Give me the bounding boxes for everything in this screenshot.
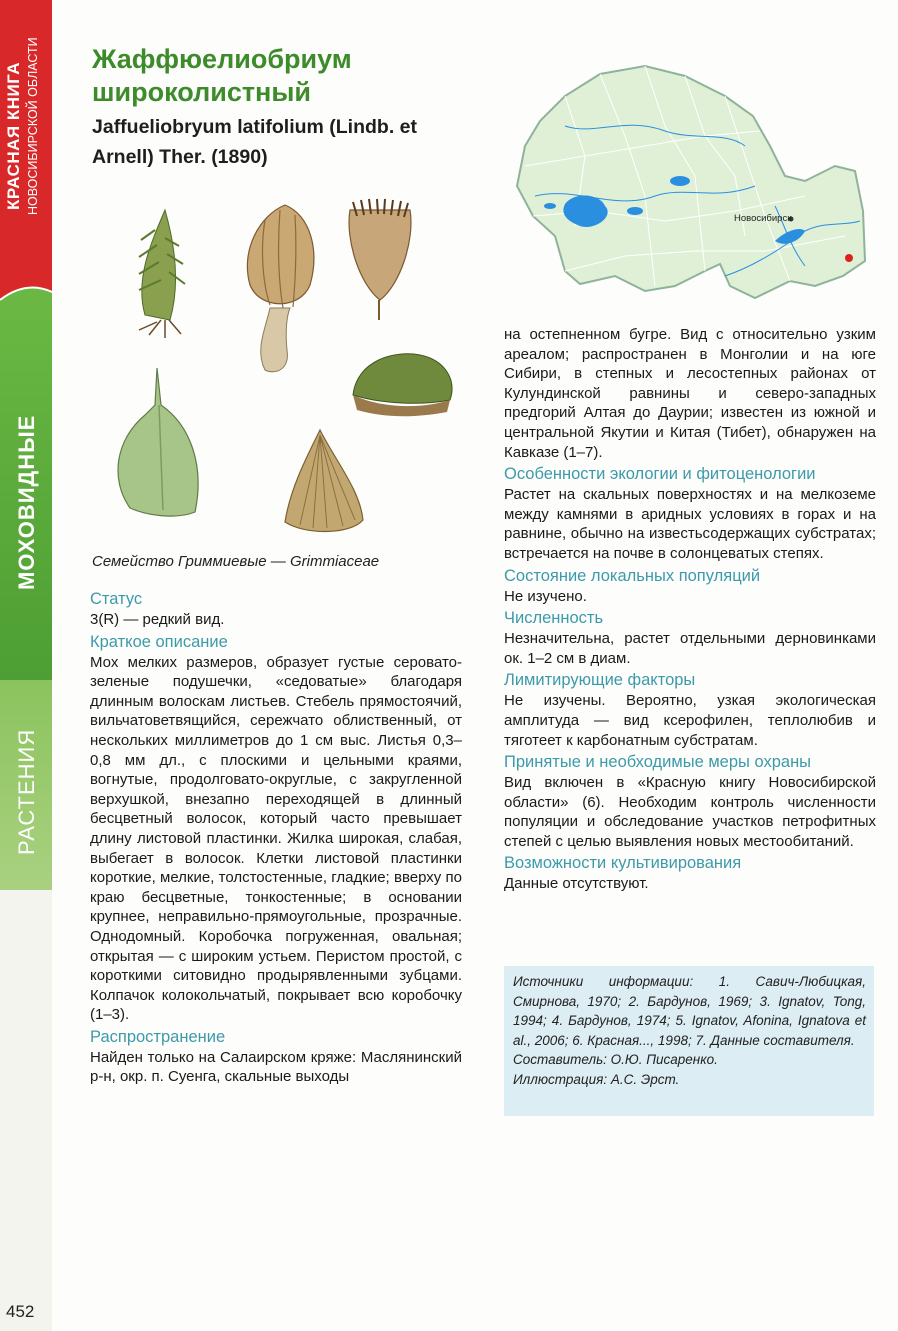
status-heading: Статус bbox=[90, 590, 143, 608]
side-book-title: КРАСНАЯ КНИГА bbox=[4, 61, 23, 210]
status-text: 3(R) — редкий вид. bbox=[90, 611, 225, 628]
abundance-heading: Численность bbox=[504, 609, 604, 628]
calyptra-drawing bbox=[285, 430, 363, 532]
moss-cushion-drawing bbox=[353, 354, 452, 416]
sources-references: Источники информации: 1. Савич-Любицкая, Смирнова, 1970; 2. Бардунов, 1969; 3. Ignatov, Tong, 1994; 4. Бардунов, 1974; 5. Ignatov, Afonina, Ignatova et al., 2006; 6. Красная..., 1998; 7. Данные составителя. bbox=[513, 974, 866, 1048]
sources-box bbox=[504, 966, 874, 1116]
description-text: Мох мелких размеров, образует густые серовато-зеленые подушечки, «седоватые» благодаря длинным волоскам листьев. Стебель прямостоячий, вильчатоветвящийся, сережчато облиственный, от нескольких миллиметров до 1 см выс. Листья 0,3–0,8 мм дл., с плоскими и цельными краями, вогнутые, продолговато-округлые, с закругленной верхушкой, внезапно переходящей в длинный бесцветный волосок, который часто превышает длину листовой пластинки. Жилка широкая, слабая, выбегает в волосок. Клетки листовой пластинки короткие, мелкие, толстостенные, гладкие; вверху по краю бесцветные, тонкостенные; в основании крупнее, неправильно-прямоугольные, прозрачные. Однодомный. Коробочка погруженная, овальная; открытая — с широким устьем. Перистом простой, с короткими ситовидно продырявленными зубцами. Колпачок колокольчатый, покрывает всю коробочку (1–3). bbox=[90, 653, 462, 1024]
cultivation-text: Данные отсутствуют. bbox=[504, 875, 649, 893]
side-region: НОВОСИБИРСКОЙ ОБЛАСТИ bbox=[26, 37, 40, 215]
city-label: Новосибирск bbox=[734, 213, 792, 224]
populations-text: Не изучено. bbox=[504, 587, 587, 605]
side-division: МОХОВИДНЫЕ bbox=[14, 414, 39, 590]
sources-illustrator: Иллюстрация: А.С. Эрст. bbox=[513, 1071, 680, 1087]
species-title-latin: Jaffueliobryum latifolium (Lindb. et Arnell) Ther. (1890) bbox=[92, 116, 418, 168]
distribution-text: Найден только на Салаирском кряже: Маслянинский р-н, окр. п. Суенга, скальные выходы bbox=[90, 1048, 462, 1086]
species-illustration bbox=[95, 190, 475, 550]
leaf-drawing bbox=[118, 368, 198, 516]
abundance-text: Незначительна, растет отдельными дерновинками ок. 1–2 см в диам. bbox=[504, 630, 876, 667]
protection-heading: Принятые и необходимые меры охраны bbox=[504, 753, 812, 772]
ecology-heading: Особенности экологии и фитоценологии bbox=[504, 465, 816, 484]
right-column bbox=[504, 325, 876, 894]
description-heading: Краткое описание bbox=[90, 632, 228, 651]
cultivation-heading: Возможности культивирования bbox=[504, 854, 742, 873]
page-number: 452 bbox=[6, 1302, 35, 1321]
moss-shoot-drawing bbox=[139, 210, 185, 338]
ecology-text: Растет на скальных поверхностях и на мелкоземе между камнями в аридных условиях в горах и на равнине, обычно на известьсодержащих субстратах; встречается на почве в солонцеватых степях. bbox=[504, 486, 876, 562]
distribution-heading: Распространение bbox=[90, 1027, 226, 1046]
populations-heading: Состояние локальных популяций bbox=[504, 566, 761, 585]
left-column bbox=[90, 587, 462, 1087]
side-curve-decoration bbox=[0, 280, 52, 320]
capsule-drawing bbox=[247, 205, 313, 372]
distribution-text-continued: на остепненном бугре. Вид с относительно узким ареалом; распространен в Монголии и на юге Сибири, в степных и лесостепных районах от Кулундинской равнины и северо-западных предгорий Алтая до Даурии; известен из южной и центральной Якутии и Китая (Тибет), обнаружен на Кавказе (1–7). bbox=[504, 326, 876, 461]
species-title-russian: Жаффюелиобриум широколистный bbox=[92, 44, 352, 107]
side-kingdom: РАСТЕНИЯ bbox=[14, 728, 39, 855]
open-capsule-drawing bbox=[349, 199, 411, 320]
limiting-factors-heading: Лимитирующие факторы bbox=[504, 671, 696, 690]
finding-location-marker bbox=[845, 254, 853, 262]
limiting-factors-text: Не изучены. Вероятно, узкая экологическая амплитуда — вид ксерофилен, теплолюбив и тяготеет к карбонатным субстратам. bbox=[504, 692, 876, 749]
region-outline bbox=[517, 66, 865, 298]
protection-text: Вид включен в «Красную книгу Новосибирской области» (6). Необходим контроль численности популяции и обследование участков петрофитных степей с целью выявления новых местообитаний. bbox=[504, 774, 876, 850]
distribution-map bbox=[505, 36, 877, 314]
family-caption: Семейство Гриммиевые — Grimmiaceae bbox=[92, 553, 380, 570]
sources-author: Составитель: О.Ю. Писаренко. bbox=[513, 1052, 718, 1067]
